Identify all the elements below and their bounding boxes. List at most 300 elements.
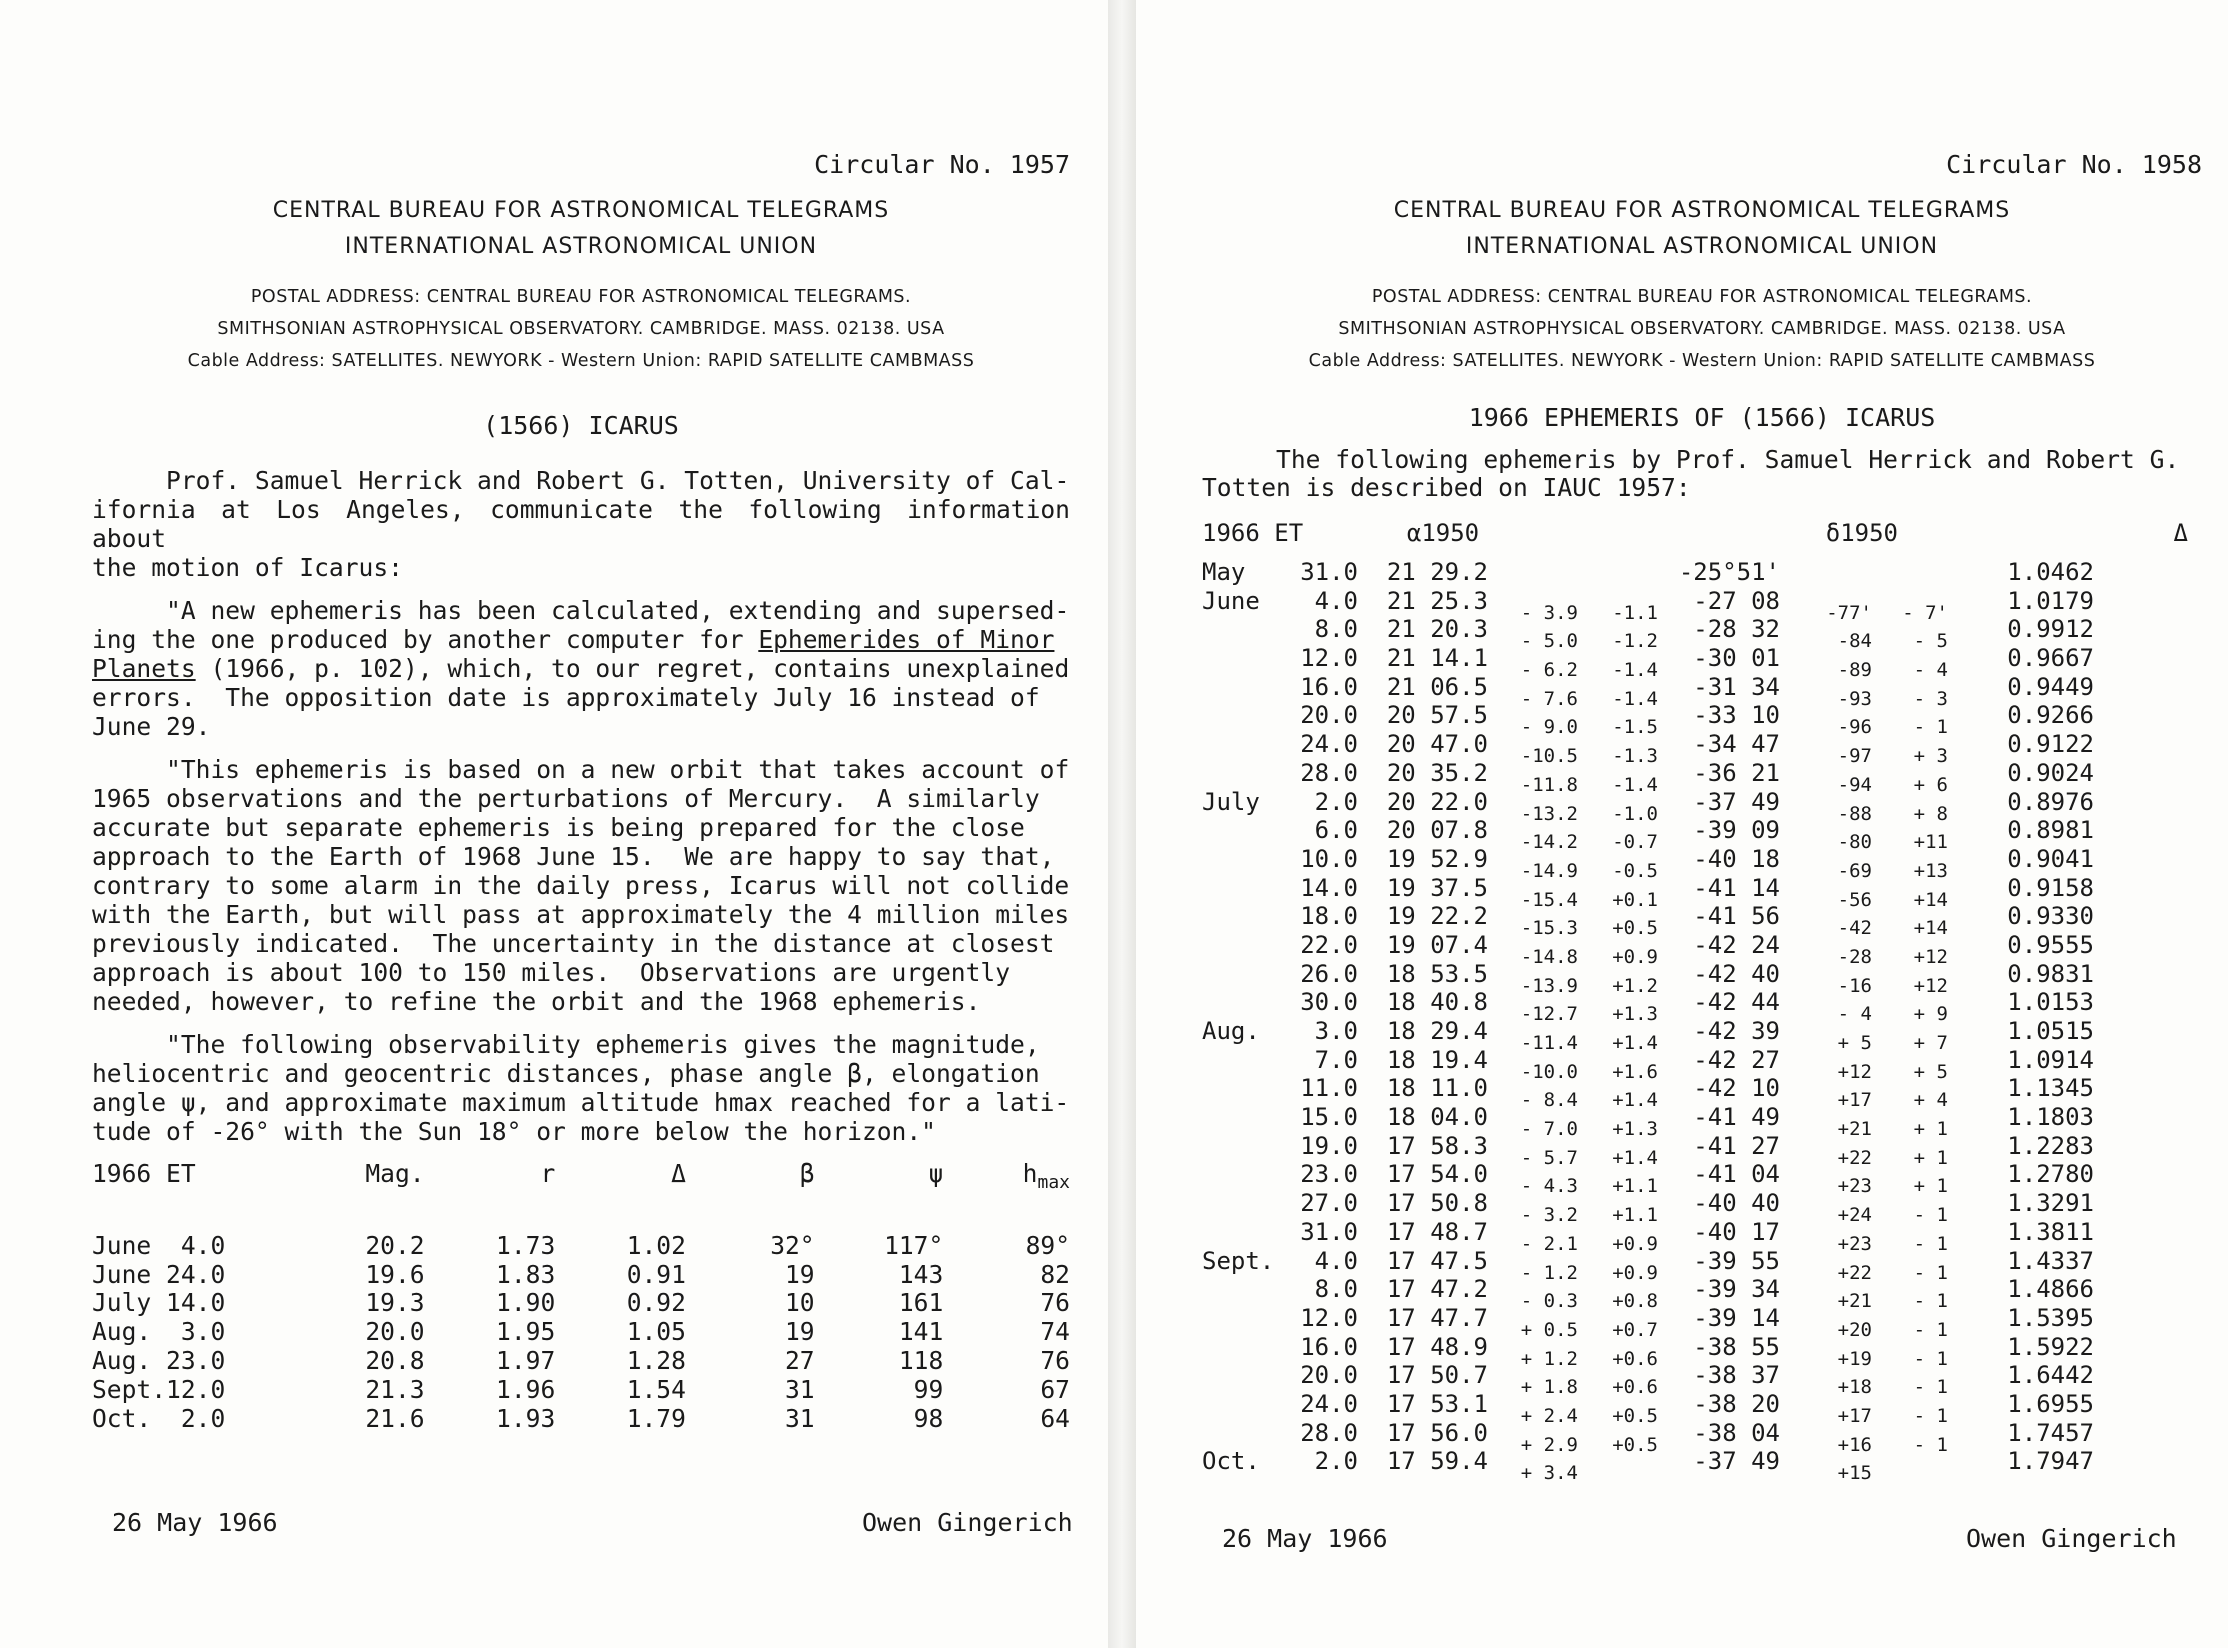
cell-dec-diff1: +24 bbox=[1837, 1204, 1872, 1227]
cell-delta: 0.9449 bbox=[2007, 672, 2094, 701]
cell-dec-diff2: - 1 bbox=[1913, 1232, 1948, 1255]
cell-day: 20.0 bbox=[1300, 1361, 1358, 1390]
cell-ra-diff2 bbox=[1578, 570, 1658, 599]
hmax-subscript: max bbox=[1037, 1172, 1070, 1193]
cell-dec-diff2: + 5 bbox=[1913, 1060, 1948, 1083]
cell-ra-diff1 bbox=[1488, 570, 1578, 599]
circular-date: 26 May 1966 bbox=[1222, 1524, 1388, 1553]
cell-day: 2.0 bbox=[1314, 787, 1358, 816]
cell-dec-diff1: +22 bbox=[1837, 1261, 1872, 1284]
table-row bbox=[1202, 873, 2202, 911]
cell-hmax: 76 bbox=[1040, 1288, 1070, 1318]
cell-month bbox=[1202, 1074, 1278, 1103]
cell-dec-diff1: -93 bbox=[1837, 687, 1872, 710]
cell-ra: 21 14.1 bbox=[1386, 644, 1488, 673]
cell-day: 16.0 bbox=[1300, 672, 1358, 701]
table-row bbox=[1202, 988, 2202, 1026]
cell-ra-diff2: +0.6 bbox=[1612, 1376, 1658, 1399]
cell-dec: -41 04 bbox=[1693, 1160, 1780, 1189]
cell-ra-diff2: +1.1 bbox=[1612, 1204, 1658, 1227]
cell-delta: 0.8976 bbox=[2007, 787, 2094, 816]
circular-title: 1966 EPHEMERIS OF (1566) ICARUS bbox=[1468, 403, 1936, 432]
cell-dec: -38 37 bbox=[1693, 1361, 1780, 1390]
cell-dec: -42 44 bbox=[1693, 988, 1780, 1017]
table-header-row bbox=[1202, 508, 2202, 548]
page-content bbox=[92, 150, 1070, 1433]
table-row bbox=[1202, 615, 2202, 653]
cell-month: Oct. bbox=[1202, 1447, 1260, 1476]
cell-hmax: 64 bbox=[1040, 1403, 1070, 1433]
cell-dec: -38 20 bbox=[1693, 1389, 1780, 1418]
cell-day: 7.0 bbox=[1314, 1045, 1358, 1074]
cell-month bbox=[1202, 1103, 1278, 1132]
table-row bbox=[1202, 1189, 2202, 1227]
cell-day: 4.0 bbox=[1314, 1246, 1358, 1275]
cell-ra: 19 07.4 bbox=[1386, 930, 1488, 959]
cell-month bbox=[1202, 673, 1278, 702]
cell-ra: 19 22.2 bbox=[1386, 902, 1488, 931]
cell-date: Sept.12.0 bbox=[92, 1374, 226, 1404]
circular-title: (1566) ICARUS bbox=[483, 411, 679, 440]
cell-dec-diff1: -89 bbox=[1837, 659, 1872, 682]
cell-hmax: 89° bbox=[1025, 1230, 1070, 1260]
cell-psi: 118 bbox=[898, 1345, 944, 1375]
cell-ra-diff1: - 1.2 bbox=[1520, 1261, 1578, 1284]
circular-date: 26 May 1966 bbox=[112, 1508, 278, 1537]
table-row bbox=[1202, 672, 2202, 710]
cell-dec: -39 14 bbox=[1693, 1303, 1780, 1332]
cell-day: 22.0 bbox=[1300, 930, 1358, 959]
cell-hmax: 76 bbox=[1040, 1345, 1070, 1375]
cell-day: 20.0 bbox=[1300, 701, 1358, 730]
cell-mag: 21.6 bbox=[365, 1403, 425, 1433]
cell-beta: 27 bbox=[784, 1345, 815, 1375]
cell-dec: -39 55 bbox=[1693, 1246, 1780, 1275]
table-row bbox=[1202, 902, 2202, 940]
cell-dec-diff1: +16 bbox=[1837, 1433, 1872, 1456]
cell-day: 12.0 bbox=[1300, 1303, 1358, 1332]
cell-dec-diff2: - 3 bbox=[1913, 687, 1948, 710]
cell-month bbox=[1202, 644, 1278, 673]
postal-address-line1: POSTAL ADDRESS: CENTRAL BUREAU FOR ASTRONOMICAL TELEGRAMS. bbox=[1371, 287, 2033, 307]
postal-address-line1: POSTAL ADDRESS: CENTRAL BUREAU FOR ASTRONOMICAL TELEGRAMS. bbox=[250, 287, 912, 307]
cell-dec: -30 01 bbox=[1693, 644, 1780, 673]
cell-dec-diff1: -28 bbox=[1837, 945, 1872, 968]
cell-ra-diff2: +0.9 bbox=[1612, 1261, 1658, 1284]
cell-ra: 17 47.2 bbox=[1386, 1275, 1488, 1304]
cell-ra: 17 59.4 bbox=[1386, 1447, 1488, 1476]
cell-dec: -25°51' bbox=[1678, 558, 1780, 586]
cell-dec-diff2: - 1 bbox=[1913, 1204, 1948, 1227]
address-block bbox=[1202, 281, 2202, 377]
cell-dec: -40 40 bbox=[1693, 1189, 1780, 1218]
cell-delta: 1.5922 bbox=[2007, 1332, 2094, 1361]
cell-month bbox=[1202, 845, 1278, 874]
cell-month bbox=[1202, 1275, 1278, 1304]
cell-dec-diff1: -84 bbox=[1837, 630, 1872, 653]
cell-delta: 1.2283 bbox=[2007, 1131, 2094, 1160]
book-gutter bbox=[1108, 0, 1136, 1648]
cell-delta: 1.1345 bbox=[2007, 1074, 2094, 1103]
cell-delta: 1.0914 bbox=[2007, 1045, 2094, 1074]
cell-dec: -37 49 bbox=[1693, 1447, 1780, 1476]
cell-ra-diff1: - 3.9 bbox=[1520, 601, 1578, 624]
cell-month bbox=[1202, 1333, 1278, 1362]
observability-table bbox=[92, 1160, 1070, 1433]
cell-ra-diff1: + 1.2 bbox=[1520, 1347, 1578, 1370]
cell-delta: 0.9555 bbox=[2007, 930, 2094, 959]
cell-dec-diff2: + 3 bbox=[1913, 745, 1948, 768]
cell-dec-diff2 bbox=[1872, 1459, 1948, 1488]
circular-number: Circular No. 1958 bbox=[1946, 150, 2202, 179]
cell-month bbox=[1202, 1046, 1278, 1075]
cell-delta: 0.9667 bbox=[2007, 644, 2094, 673]
table-body bbox=[92, 1232, 1070, 1434]
cell-day: 24.0 bbox=[1300, 730, 1358, 759]
cell-date: Aug. 23.0 bbox=[92, 1345, 226, 1375]
cell-day: 6.0 bbox=[1314, 816, 1358, 845]
cell-ra: 20 57.5 bbox=[1386, 701, 1488, 730]
cell-mag: 20.2 bbox=[365, 1230, 425, 1260]
cell-r: 1.97 bbox=[496, 1345, 556, 1375]
cell-ra-diff2: +0.9 bbox=[1612, 1232, 1658, 1255]
cell-dec: -42 27 bbox=[1693, 1045, 1780, 1074]
cell-month bbox=[1202, 615, 1278, 644]
cell-month bbox=[1202, 1132, 1278, 1161]
cell-month bbox=[1202, 902, 1278, 931]
cell-ra-diff1: -14.2 bbox=[1520, 831, 1578, 854]
cell-ra-diff2: +1.3 bbox=[1612, 1118, 1658, 1141]
cell-ra: 20 47.0 bbox=[1386, 730, 1488, 759]
cell-ra-diff2: +1.6 bbox=[1612, 1060, 1658, 1083]
cell-ra-diff2: -0.5 bbox=[1612, 859, 1658, 882]
cell-ra-diff2: +0.5 bbox=[1612, 917, 1658, 940]
table-row bbox=[1202, 1332, 2202, 1370]
cell-ra-diff1: -11.8 bbox=[1520, 773, 1578, 796]
cell-ra-diff2: +0.6 bbox=[1612, 1347, 1658, 1370]
col-header-delta: Δ bbox=[2173, 519, 2188, 548]
table-body bbox=[1202, 558, 2202, 1485]
cell-r: 1.95 bbox=[496, 1317, 556, 1347]
cell-ra-diff2: -1.1 bbox=[1612, 601, 1658, 624]
cell-r: 1.73 bbox=[496, 1230, 556, 1260]
cell-day: 2.0 bbox=[1314, 1447, 1358, 1476]
cell-month bbox=[1202, 701, 1278, 730]
cell-day: 28.0 bbox=[1300, 1418, 1358, 1447]
cell-dec: -41 14 bbox=[1693, 873, 1780, 902]
cell-delta: 1.4866 bbox=[2007, 1275, 2094, 1304]
cell-ra-diff1: - 4.3 bbox=[1520, 1175, 1578, 1198]
signature: Owen Gingerich bbox=[1966, 1524, 2177, 1553]
cell-ra-diff2: +1.3 bbox=[1612, 1003, 1658, 1026]
table-row bbox=[1202, 1131, 2202, 1169]
paragraph-text: (1966, p. 102), which, to our regret, contains unexplained errors. The opposition date is approximately July 16 instead of June 29. bbox=[92, 654, 1070, 741]
cell-ra-diff2: +0.1 bbox=[1612, 888, 1658, 911]
cell-delta: 0.9912 bbox=[2007, 615, 2094, 644]
cell-ra: 19 37.5 bbox=[1386, 873, 1488, 902]
cell-dec-diff2: - 1 bbox=[1913, 1290, 1948, 1313]
table-header-row bbox=[92, 1160, 1070, 1198]
cell-dec-diff1: +22 bbox=[1837, 1146, 1872, 1169]
cell-ra: 18 29.4 bbox=[1386, 1017, 1488, 1045]
postal-address-line2: SMITHSONIAN ASTROPHYSICAL OBSERVATORY. CAMBRIDGE. MASS. 02138. USA bbox=[217, 319, 945, 339]
cell-delta: 1.6955 bbox=[2007, 1389, 2094, 1418]
cell-ra: 20 07.8 bbox=[1386, 816, 1488, 845]
cell-dec-diff1: -16 bbox=[1837, 974, 1872, 997]
cell-delta: 1.6442 bbox=[2007, 1361, 2094, 1390]
cell-dec-diff2: - 1 bbox=[1913, 1347, 1948, 1370]
cell-ra-diff1: - 5.7 bbox=[1520, 1146, 1578, 1169]
cell-delta: 1.3811 bbox=[2007, 1217, 2094, 1246]
cell-ra-diff1: - 6.2 bbox=[1520, 659, 1578, 682]
paragraph-intro: The following ephemeris by Prof. Samuel Herrick and Robert G. Totten is described on IAUC 1957: bbox=[1202, 445, 2180, 502]
cell-dec-diff1: +18 bbox=[1837, 1376, 1872, 1399]
cell-dec-diff2: + 4 bbox=[1913, 1089, 1948, 1112]
cell-ra-diff1: - 8.4 bbox=[1520, 1089, 1578, 1112]
cell-r: 1.93 bbox=[496, 1403, 556, 1433]
col-header-delta: Δ bbox=[671, 1159, 686, 1188]
cell-day: 18.0 bbox=[1300, 902, 1358, 931]
cell-day: 12.0 bbox=[1300, 644, 1358, 673]
col-header-et: 1966 ET bbox=[92, 1159, 196, 1188]
table-row bbox=[1202, 930, 2202, 968]
col-header-et: 1966 ET bbox=[1202, 519, 1304, 548]
cell-ra-diff2: -1.4 bbox=[1612, 687, 1658, 710]
table-row bbox=[1202, 758, 2202, 796]
cell-dec: -38 04 bbox=[1693, 1418, 1780, 1447]
cell-month bbox=[1202, 1304, 1278, 1333]
cell-psi: 117° bbox=[884, 1230, 944, 1260]
table-row bbox=[1202, 1275, 2202, 1313]
table-row bbox=[1202, 1017, 2202, 1054]
table-row bbox=[1202, 1074, 2202, 1112]
cell-psi: 161 bbox=[898, 1288, 944, 1318]
cell-dec: -28 32 bbox=[1693, 615, 1780, 644]
cell-ra-diff2: +1.4 bbox=[1612, 1032, 1658, 1054]
page-content bbox=[1202, 150, 2202, 1485]
cell-day: 30.0 bbox=[1300, 988, 1358, 1017]
cell-month bbox=[1202, 1419, 1278, 1448]
cell-dec-diff1: -56 bbox=[1837, 888, 1872, 911]
cell-date: June 24.0 bbox=[92, 1259, 226, 1289]
cell-ra: 17 50.8 bbox=[1386, 1189, 1488, 1218]
cell-r: 1.83 bbox=[496, 1259, 556, 1289]
cell-dec: -42 10 bbox=[1693, 1074, 1780, 1103]
cell-mag: 20.8 bbox=[365, 1345, 425, 1375]
circular-number: Circular No. 1957 bbox=[814, 150, 1070, 179]
cell-ra: 19 52.9 bbox=[1386, 844, 1488, 873]
cell-dec-diff2: +11 bbox=[1913, 831, 1948, 854]
cell-dec: -40 18 bbox=[1693, 844, 1780, 873]
cell-ra-diff1: -13.9 bbox=[1520, 974, 1578, 997]
cell-delta: 1.3291 bbox=[2007, 1189, 2094, 1218]
cell-delta: 1.1803 bbox=[2007, 1103, 2094, 1132]
cell-ra: 21 25.3 bbox=[1386, 586, 1488, 615]
cell-delta: 0.9831 bbox=[2007, 959, 2094, 988]
cell-ra-diff1: - 7.6 bbox=[1520, 687, 1578, 710]
cell-ra-diff1: + 2.9 bbox=[1520, 1433, 1578, 1456]
cell-month: May bbox=[1202, 558, 1246, 586]
cell-dec-diff1: +17 bbox=[1837, 1404, 1872, 1427]
cell-ra: 17 54.0 bbox=[1386, 1160, 1488, 1189]
cell-dec-diff2: - 4 bbox=[1913, 659, 1948, 682]
table-row bbox=[1202, 1389, 2202, 1427]
cell-month bbox=[1202, 1218, 1278, 1247]
cell-dec: -42 24 bbox=[1693, 930, 1780, 959]
signature: Owen Gingerich bbox=[862, 1508, 1073, 1537]
table-row bbox=[92, 1347, 1070, 1376]
cell-ra: 17 50.7 bbox=[1386, 1361, 1488, 1390]
col-header-beta: β bbox=[799, 1159, 815, 1188]
cell-ra: 17 53.1 bbox=[1386, 1389, 1488, 1418]
paragraph-text: "A new ephemeris has been calculated, extending and supersed- ing the one produced by another computer for bbox=[92, 596, 1070, 654]
cell-beta: 31 bbox=[784, 1374, 815, 1404]
cell-month bbox=[1202, 816, 1278, 845]
cell-ra-diff2: +0.8 bbox=[1612, 1290, 1658, 1313]
cell-day: 31.0 bbox=[1300, 1217, 1358, 1246]
cell-delta: 0.9158 bbox=[2007, 873, 2094, 902]
cell-day: 14.0 bbox=[1300, 873, 1358, 902]
cell-dec-diff2: - 1 bbox=[1913, 1433, 1948, 1456]
cell-day: 15.0 bbox=[1300, 1103, 1358, 1132]
cell-ra: 21 06.5 bbox=[1386, 672, 1488, 701]
table-row bbox=[1202, 1160, 2202, 1198]
table-row bbox=[1202, 1361, 2202, 1399]
cell-delta: 0.9041 bbox=[2007, 844, 2094, 873]
cell-dec-diff2: + 1 bbox=[1913, 1146, 1948, 1169]
cell-dec-diff2: - 5 bbox=[1913, 630, 1948, 653]
cell-ra-diff1: -14.9 bbox=[1520, 859, 1578, 882]
cell-dec: -39 34 bbox=[1693, 1275, 1780, 1304]
cell-dec: -34 47 bbox=[1693, 730, 1780, 759]
cell-delta: 1.0462 bbox=[2007, 558, 2094, 586]
cell-ra-diff1: + 0.5 bbox=[1520, 1318, 1578, 1341]
cell-ra-diff2: +0.5 bbox=[1612, 1433, 1658, 1456]
cell-ra-diff1: -14.8 bbox=[1520, 945, 1578, 968]
cell-day: 26.0 bbox=[1300, 959, 1358, 988]
cell-dec-diff1: -96 bbox=[1837, 716, 1872, 739]
cell-month bbox=[1202, 1189, 1278, 1218]
cell-delta: 1.02 bbox=[626, 1230, 686, 1260]
table-row bbox=[1202, 844, 2202, 882]
cell-day: 11.0 bbox=[1300, 1074, 1358, 1103]
cell-ra: 17 48.7 bbox=[1386, 1217, 1488, 1246]
cell-delta: 1.4337 bbox=[2007, 1246, 2094, 1275]
table-row bbox=[92, 1289, 1070, 1318]
cell-dec: -41 49 bbox=[1693, 1103, 1780, 1132]
cell-dec-diff2: - 1 bbox=[1913, 1376, 1948, 1399]
cell-hmax: 74 bbox=[1040, 1317, 1070, 1347]
cell-delta: 1.2780 bbox=[2007, 1160, 2094, 1189]
table-row bbox=[1202, 730, 2202, 768]
cell-delta: 0.8981 bbox=[2007, 816, 2094, 845]
cable-address: Cable Address: SATELLITES. NEWYORK - Western Union: RAPID SATELLITE CAMBMASS bbox=[1308, 351, 2096, 371]
cell-dec-diff1: +20 bbox=[1837, 1318, 1872, 1341]
cell-delta: 1.0179 bbox=[2007, 586, 2094, 615]
cell-dec-diff2: + 1 bbox=[1913, 1175, 1948, 1198]
col-header-mag: Mag. bbox=[365, 1159, 425, 1188]
table-row bbox=[1202, 644, 2202, 682]
cell-delta: 0.92 bbox=[626, 1288, 686, 1318]
cell-day: 31.0 bbox=[1300, 558, 1358, 586]
paragraph-intro: Prof. Samuel Herrick and Robert G. Totten, University of Cal- ifornia at Los Angeles, communicate the following information about the motion of Icarus: bbox=[92, 466, 1070, 582]
paragraph-new-ephemeris bbox=[92, 596, 1070, 741]
cell-dec: -31 34 bbox=[1693, 672, 1780, 701]
cell-dec-diff1: -97 bbox=[1837, 745, 1872, 768]
union-header: INTERNATIONAL ASTRONOMICAL UNION bbox=[1465, 234, 1939, 259]
cell-dec-diff1: +23 bbox=[1837, 1175, 1872, 1198]
cell-r: 1.96 bbox=[496, 1374, 556, 1404]
cell-delta: 1.5395 bbox=[2007, 1303, 2094, 1332]
cell-delta: 0.9266 bbox=[2007, 701, 2094, 730]
cell-ra: 18 40.8 bbox=[1386, 988, 1488, 1017]
cell-ra-diff1: - 3.2 bbox=[1520, 1204, 1578, 1227]
table-row bbox=[1202, 959, 2202, 997]
cell-ra: 17 47.5 bbox=[1386, 1246, 1488, 1275]
cell-dec-diff1: +23 bbox=[1837, 1232, 1872, 1255]
cell-dec-diff2: - 1 bbox=[1913, 716, 1948, 739]
cell-dec: -41 27 bbox=[1693, 1131, 1780, 1160]
cell-month bbox=[1202, 874, 1278, 903]
cell-ra: 17 56.0 bbox=[1386, 1418, 1488, 1447]
table-row bbox=[1202, 1303, 2202, 1341]
cell-month bbox=[1202, 759, 1278, 788]
table-row bbox=[1202, 1045, 2202, 1083]
cell-beta: 10 bbox=[784, 1288, 815, 1318]
cell-dec-diff1: -77' bbox=[1826, 601, 1872, 624]
cell-mag: 19.3 bbox=[365, 1288, 425, 1318]
cell-ra-diff1: + 3.4 bbox=[1520, 1462, 1578, 1485]
cell-psi: 99 bbox=[913, 1374, 944, 1404]
cell-month: July bbox=[1202, 787, 1260, 816]
cell-dec-diff2: +12 bbox=[1913, 974, 1948, 997]
cell-month bbox=[1202, 1390, 1278, 1419]
bureau-header: CENTRAL BUREAU FOR ASTRONOMICAL TELEGRAMS bbox=[272, 198, 890, 223]
cell-dec-diff2: + 9 bbox=[1913, 1003, 1948, 1026]
cell-dec-diff1: + 5 bbox=[1837, 1032, 1872, 1054]
table-row bbox=[92, 1261, 1070, 1290]
table-row bbox=[1202, 1246, 2202, 1284]
cell-ra-diff2: -0.7 bbox=[1612, 831, 1658, 854]
cell-ra-diff2: +1.1 bbox=[1612, 1175, 1658, 1198]
cell-dec: -36 21 bbox=[1693, 758, 1780, 787]
cell-dec-diff1: -42 bbox=[1837, 917, 1872, 940]
cell-ra: 17 58.3 bbox=[1386, 1131, 1488, 1160]
cell-day: 24.0 bbox=[1300, 1389, 1358, 1418]
cell-dec: -40 17 bbox=[1693, 1217, 1780, 1246]
cell-ra: 18 19.4 bbox=[1386, 1045, 1488, 1074]
cell-dec-diff2: + 7 bbox=[1913, 1032, 1948, 1054]
cell-delta: 0.91 bbox=[626, 1259, 686, 1289]
cell-dec-diff1: +15 bbox=[1837, 1462, 1872, 1485]
table-row bbox=[92, 1405, 1070, 1434]
cell-delta: 1.05 bbox=[626, 1317, 686, 1347]
cell-dec: -27 08 bbox=[1693, 586, 1780, 615]
cell-dec-diff1: -88 bbox=[1837, 802, 1872, 825]
table-row bbox=[1202, 1217, 2202, 1255]
cell-delta: 1.0515 bbox=[2007, 1017, 2094, 1045]
cell-delta: 1.0153 bbox=[2007, 988, 2094, 1017]
cell-mag: 20.0 bbox=[365, 1317, 425, 1347]
cell-dec-diff2 bbox=[1872, 570, 1948, 599]
cell-ra-diff2: +1.4 bbox=[1612, 1146, 1658, 1169]
cell-ra-diff2: -1.0 bbox=[1612, 802, 1658, 825]
cell-hmax: 67 bbox=[1040, 1374, 1070, 1404]
cell-delta: 0.9330 bbox=[2007, 902, 2094, 931]
cell-ra: 20 35.2 bbox=[1386, 758, 1488, 787]
cell-ra-diff1: + 2.4 bbox=[1520, 1404, 1578, 1427]
cell-beta: 19 bbox=[784, 1259, 815, 1289]
